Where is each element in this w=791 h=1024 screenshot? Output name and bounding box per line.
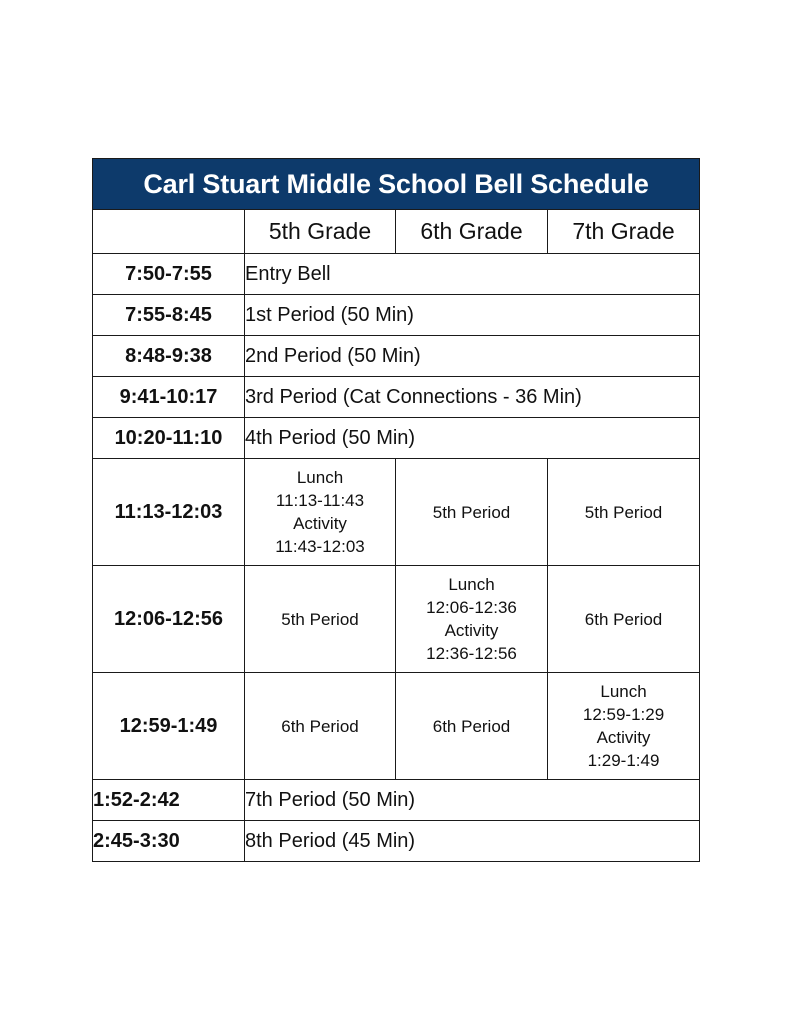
cell-line: 5th Period: [281, 609, 359, 629]
bell-schedule-table: [92, 158, 700, 862]
time-cell: 9:41-10:17: [93, 377, 245, 418]
grade-7-cell: [548, 566, 700, 673]
grade-5-cell: [245, 566, 396, 673]
cell-line: Lunch: [600, 682, 647, 701]
cell-line: 12:36-12:56: [426, 644, 517, 663]
period-cell: 4th Period (50 Min): [245, 418, 700, 459]
grade-header-5th: 5th Grade: [245, 210, 396, 254]
cell-line: 12:59-1:29: [582, 705, 665, 724]
cell-line: 12:06-12:36: [426, 598, 517, 617]
grade-7-cell: [548, 459, 700, 566]
time-cell: 7:50-7:55: [93, 254, 245, 295]
cell-line: 6th Period: [432, 716, 511, 736]
cell-line: 5th Period: [432, 502, 511, 522]
table-row: [93, 459, 700, 566]
table-row: [93, 566, 700, 673]
grade-5-cell: [245, 459, 396, 566]
cell-line: Activity: [596, 728, 651, 747]
cell-line: Activity: [293, 514, 347, 533]
cell-line: 1:29-1:49: [587, 751, 660, 770]
grade-6-cell: [396, 459, 548, 566]
table-row: [93, 821, 700, 862]
period-cell: 8th Period (45 Min): [245, 821, 700, 862]
empty-header-cell: [93, 210, 245, 254]
cell-line: Activity: [444, 621, 499, 640]
table-row: [93, 336, 700, 377]
table-row: [93, 673, 700, 780]
time-cell: 12:59-1:49: [93, 673, 245, 780]
time-cell: 12:06-12:56: [93, 566, 245, 673]
cell-line: 6th Period: [584, 609, 663, 629]
time-cell: 2:45-3:30: [93, 821, 245, 862]
time-cell: 8:48-9:38: [93, 336, 245, 377]
title-row: [93, 159, 700, 210]
period-cell: 2nd Period (50 Min): [245, 336, 700, 377]
grade-header-row: [93, 210, 700, 254]
time-cell: 10:20-11:10: [93, 418, 245, 459]
cell-line: 5th Period: [584, 502, 663, 522]
grade-6-cell: [396, 673, 548, 780]
table-row: [93, 780, 700, 821]
grade-header-7th: 7th Grade: [548, 210, 700, 254]
table-row: [93, 254, 700, 295]
grade-5-cell: [245, 673, 396, 780]
grade-6-cell: [396, 566, 548, 673]
table-row: [93, 295, 700, 336]
time-cell: 7:55-8:45: [93, 295, 245, 336]
grade-header-6th: 6th Grade: [396, 210, 548, 254]
cell-line: Lunch: [448, 575, 495, 594]
cell-line: Lunch: [296, 468, 344, 487]
table-row: [93, 377, 700, 418]
period-cell: 3rd Period (Cat Connections - 36 Min): [245, 377, 700, 418]
grade-7-cell: [548, 673, 700, 780]
time-cell: 1:52-2:42: [93, 780, 245, 821]
time-cell: 11:13-12:03: [93, 459, 245, 566]
cell-line: 6th Period: [281, 716, 359, 736]
schedule-title: Carl Stuart Middle School Bell Schedule: [93, 159, 700, 210]
period-cell: Entry Bell: [245, 254, 700, 295]
cell-line: 11:13-11:43: [275, 491, 365, 510]
cell-line: 11:43-12:03: [275, 537, 365, 556]
table-row: [93, 418, 700, 459]
period-cell: 7th Period (50 Min): [245, 780, 700, 821]
period-cell: 1st Period (50 Min): [245, 295, 700, 336]
